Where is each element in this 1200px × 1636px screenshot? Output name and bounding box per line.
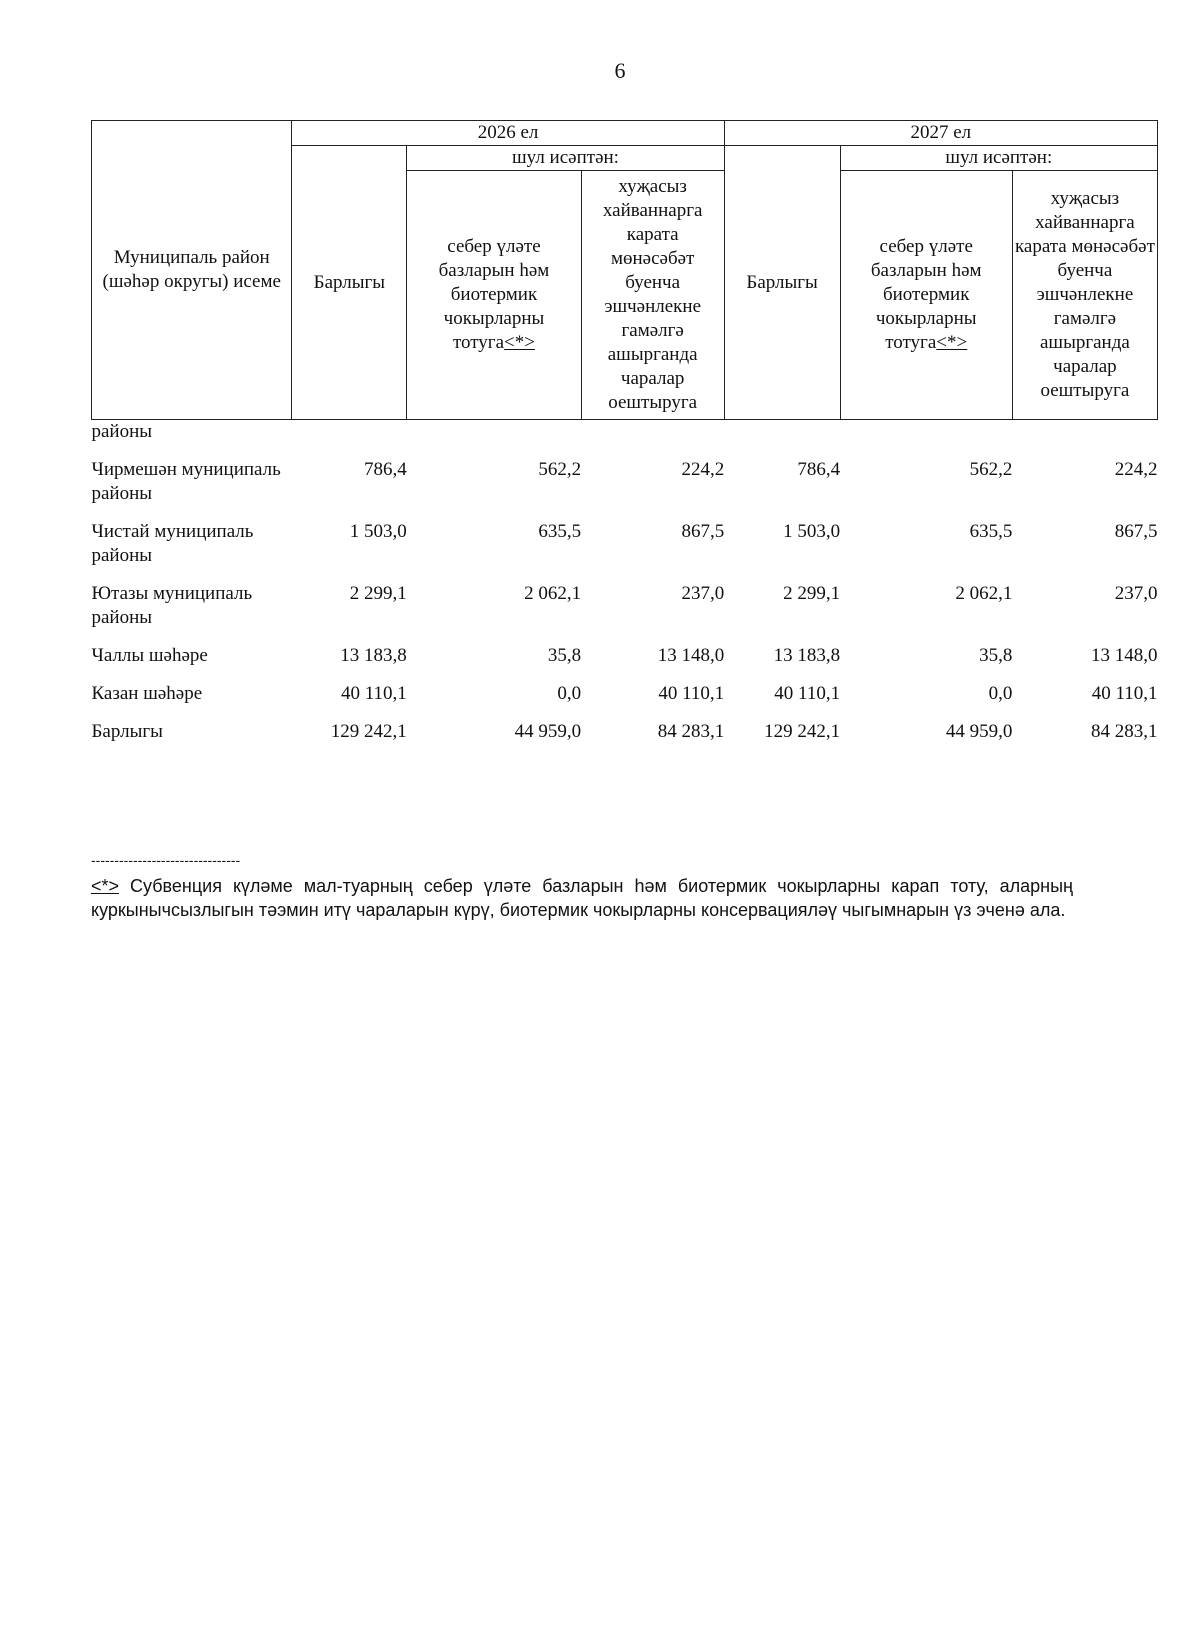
cell-2027-animals: 40 110,1 — [1091, 683, 1158, 704]
cell-2027-total: 786,4 — [797, 459, 841, 480]
cell-2027-total: 129 242,1 — [764, 721, 841, 742]
cell-2027-animals: 867,5 — [1114, 521, 1158, 542]
storage-2027-label: себер үләте базларын һәм биотермик чокырларны тотуга — [870, 236, 982, 353]
cell-2026-total: 40 110,1 — [341, 683, 407, 704]
including-2026-header: шул исәптән: — [407, 146, 724, 171]
storage-2026-label: себер үләте базларын һәм биотермик чокырларны тотуга — [438, 236, 550, 353]
footnote-mark: <*> — [91, 876, 120, 896]
continuation-cell: районы — [91, 421, 153, 442]
cell-2026-total: 2 299,1 — [349, 583, 407, 604]
total-2027-header: Барлыгы — [724, 146, 840, 420]
row-name: Барлыгы — [91, 721, 163, 742]
cell-2026-total: 1 503,0 — [349, 521, 407, 542]
cell-2026-animals: 84 283,1 — [657, 721, 725, 742]
cell-2026-total: 786,4 — [364, 459, 407, 480]
table-row-total — [92, 712, 1158, 750]
cell-2026-storage: 35,8 — [547, 645, 582, 666]
cell-2027-total: 13 183,8 — [773, 645, 841, 666]
storage-2026-header — [407, 171, 581, 420]
table-row — [92, 512, 1158, 574]
total-2026-header: Барлыгы — [292, 146, 407, 420]
cell-2027-animals: 13 148,0 — [1091, 645, 1158, 666]
page-number: 6 — [614, 58, 626, 83]
cell-2027-storage: 635,5 — [969, 521, 1013, 542]
cell-2027-animals: 237,0 — [1114, 583, 1158, 604]
cell-2026-animals: 867,5 — [681, 521, 725, 542]
municipality-column-header: Муниципаль район (шәһәр округы) исеме — [92, 121, 292, 420]
cell-2027-total: 40 110,1 — [774, 683, 841, 704]
table-row — [92, 674, 1158, 712]
footnote — [91, 874, 1073, 922]
row-name: Чаллы шәһәре — [91, 645, 208, 666]
cell-2027-animals: 224,2 — [1114, 459, 1158, 480]
row-name: Ютазы муниципаль районы — [91, 583, 253, 628]
cell-2026-storage: 44 959,0 — [514, 721, 582, 742]
cell-2026-total: 129 242,1 — [330, 721, 407, 742]
cell-2026-storage: 2 062,1 — [524, 583, 582, 604]
cell-2026-animals: 237,0 — [681, 583, 725, 604]
animals-2026-header: хуҗасыз хайваннарга карата мөнәсәбәт буенча эшчәнлекне гамәлгә ашырганда чаралар оештыруга — [581, 171, 724, 420]
animals-2027-header: хуҗасыз хайваннарга карата мөнәсәбәт буенча эшчәнлекне гамәлгә ашырганда чаралар оештыруга — [1012, 171, 1157, 420]
subvention-table — [91, 120, 1158, 750]
cell-2026-animals: 13 148,0 — [657, 645, 725, 666]
row-name: Чирмешән муниципаль районы — [91, 459, 281, 504]
cell-2027-animals: 84 283,1 — [1091, 721, 1158, 742]
cell-2026-total: 13 183,8 — [340, 645, 407, 666]
storage-2027-header — [840, 171, 1012, 420]
cell-2027-storage: 2 062,1 — [955, 583, 1013, 604]
footnote-ref-2026[interactable]: <*> — [504, 332, 535, 353]
cell-2026-storage: 635,5 — [538, 521, 582, 542]
footnote-separator: -------------------------------- — [91, 852, 241, 868]
including-2027-header: шул исәптән: — [840, 146, 1157, 171]
table-row — [92, 574, 1158, 636]
year-2026-header: 2026 ел — [292, 121, 724, 146]
cell-2027-total: 2 299,1 — [783, 583, 841, 604]
cell-2027-storage: 44 959,0 — [945, 721, 1013, 742]
cell-2027-storage: 35,8 — [979, 645, 1013, 666]
year-2027-header: 2027 ел — [724, 121, 1157, 146]
row-name: Чистай муниципаль районы — [91, 521, 254, 566]
footnote-ref-2027[interactable]: <*> — [936, 332, 968, 353]
row-name: Казан шәһәре — [91, 683, 203, 704]
cell-2026-storage: 0,0 — [557, 683, 582, 704]
cell-2026-animals: 40 110,1 — [658, 683, 725, 704]
cell-2027-storage: 0,0 — [988, 683, 1013, 704]
cell-2026-storage: 562,2 — [538, 459, 582, 480]
footnote-text: Субвенция күләме мал-туарның себер үләте базларын һәм биотермик чокырларны карап тоту, аларның куркынычсызлыгын тәэмин итү чараларын күрү, биотермик чокырларны консервацияләү чыгымнарын үз эченә ала. — [91, 876, 1073, 920]
cell-2027-storage: 562,2 — [969, 459, 1013, 480]
table-row — [92, 450, 1158, 512]
cell-2026-animals: 224,2 — [681, 459, 725, 480]
table-row — [92, 636, 1158, 674]
cell-2027-total: 1 503,0 — [783, 521, 841, 542]
